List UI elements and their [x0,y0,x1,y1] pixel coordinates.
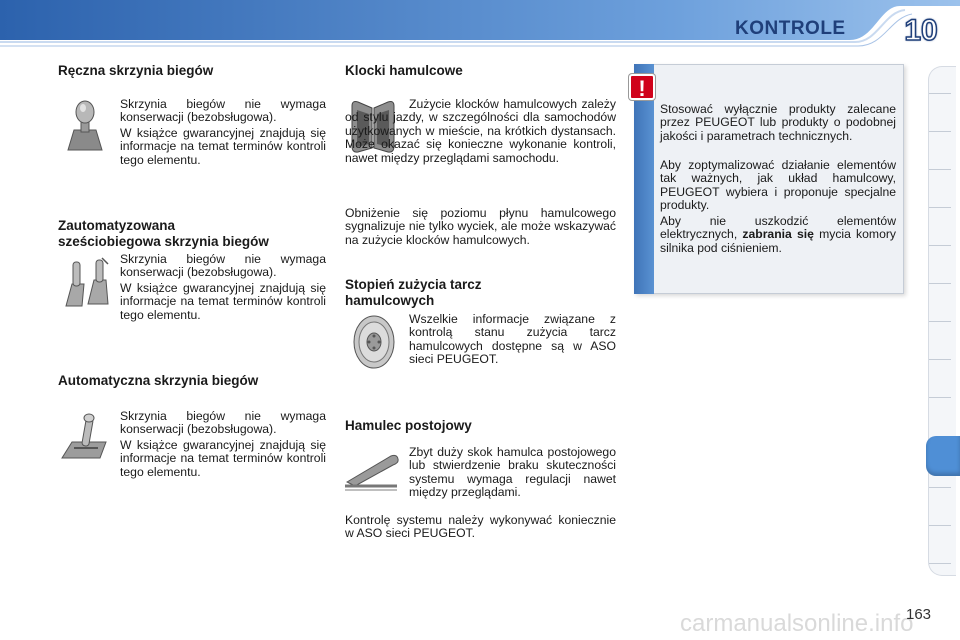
brake-disc-icon [350,314,398,370]
warning-exclamation-icon: ! [629,74,655,100]
chapter-tab-strip [928,66,956,576]
tab-divider [929,525,951,526]
tab-divider [929,131,951,132]
warning-text-3 [660,215,896,255]
heading-brake-pads: Klocki hamulcowe [345,63,463,78]
heading-manual-gearbox: Ręczna skrzynia biegów [58,63,214,78]
chapter-tab-active[interactable] [926,436,960,476]
parking-brake-text-2: Kontrolę systemu należy wykonywać koniecznie w ASO sieci PEUGEOT. [345,513,616,541]
heading-automatic-gearbox: Automatyczna skrzynia biegów [58,373,259,388]
automatic-gear-lever-icon [60,412,110,464]
warning-text-3-emphasis: zabrania się [742,227,814,242]
heading-brake-discs-line1: Stopień zużycia tarcz [345,277,482,292]
parking-brake-text-1: Zbyt duży skok hamulca postojowego lub stwierdzenie braku skuteczności systemu wymaga regulacji nawet między przeglądami. [409,445,616,500]
tab-divider [929,207,951,208]
tab-divider [929,359,951,360]
tab-divider [929,563,951,564]
heading-brake-discs-line2: hamulcowych [345,293,435,308]
warning-text-3-start: Aby nie uszkodzić elementów elektrycznych, [660,214,896,242]
tab-divider [929,321,951,322]
manual-gearbox-text-2: W książce gwarancyjnej znajdują się informacje na temat terminów kontroli tego elementu. [120,126,326,167]
brake-pads-text-1: Zużycie klocków hamulcowych zależy od stylu jazdy, w szczególności dla samochodów użytkowanych w mieście, na krótkich dystansach. Może okazać się konieczne wykonanie kontroli, nawet między przeglądami samochodu. [345,97,616,165]
page-number: 163 [906,606,932,623]
warning-text-1: Stosować wyłącznie produkty zalecane przez PEUGEOT lub produkty o podobnej jakości i parametrach technicznych. [660,102,896,143]
warning-text-2: Aby zoptymalizować działanie elementów tak ważnych, jak układ hamulcowy, PEUGEOT wybiera i proponuje specjalne produkty. [660,158,896,213]
chapter-number: 10 [904,14,938,47]
tab-divider [929,283,951,284]
chapter-title: KONTROLE [735,18,846,39]
manual-gear-knob-icon [64,98,106,156]
tab-divider [929,245,951,246]
warning-text-3-end: mycia komory silnika pod ciśnieniem. [660,227,896,255]
heading-parking-brake: Hamulec postojowy [345,418,472,433]
automated-gearbox-text-2: W książce gwarancyjnej znajdują się informacje na temat terminów kontroli tego elementu. [120,281,326,322]
heading-automated-gearbox [58,218,269,250]
tab-divider [929,93,951,94]
automated-gearbox-text-1: Skrzynia biegów nie wymaga konserwacji (bezobsługowa). [120,252,326,280]
manual-gearbox-text-1: Skrzynia biegów nie wymaga konserwacji (bezobsługowa). [120,97,326,125]
watermark: carmanualsonline.info [680,610,914,637]
tab-divider [929,397,951,398]
heading-automated-gearbox-line1: Zautomatyzowana [58,218,176,233]
tab-divider [929,487,951,488]
automatic-gearbox-text-1: Skrzynia biegów nie wymaga konserwacji (bezobsługowa). [120,409,326,437]
heading-automated-gearbox-line2: sześciobiegowa skrzynia biegów [58,234,269,249]
heading-brake-discs [345,277,482,309]
tab-divider [929,169,951,170]
parking-brake-lever-icon [345,452,401,492]
automated-gear-lever-icon [62,254,112,312]
brake-pads-text-2: Obniżenie się poziomu płynu hamulcowego sygnalizuje nie tylko wyciek, ale może wskazywać na zużycie klocków hamulcowych. [345,206,616,247]
automatic-gearbox-text-2: W książce gwarancyjnej znajdują się informacje na temat terminów kontroli tego elementu. [120,438,326,479]
brake-discs-text: Wszelkie informacje związane z kontrolą stanu zużycia tarcz hamulcowych dostępne są w ASO sieci PEUGEOT. [409,312,616,367]
